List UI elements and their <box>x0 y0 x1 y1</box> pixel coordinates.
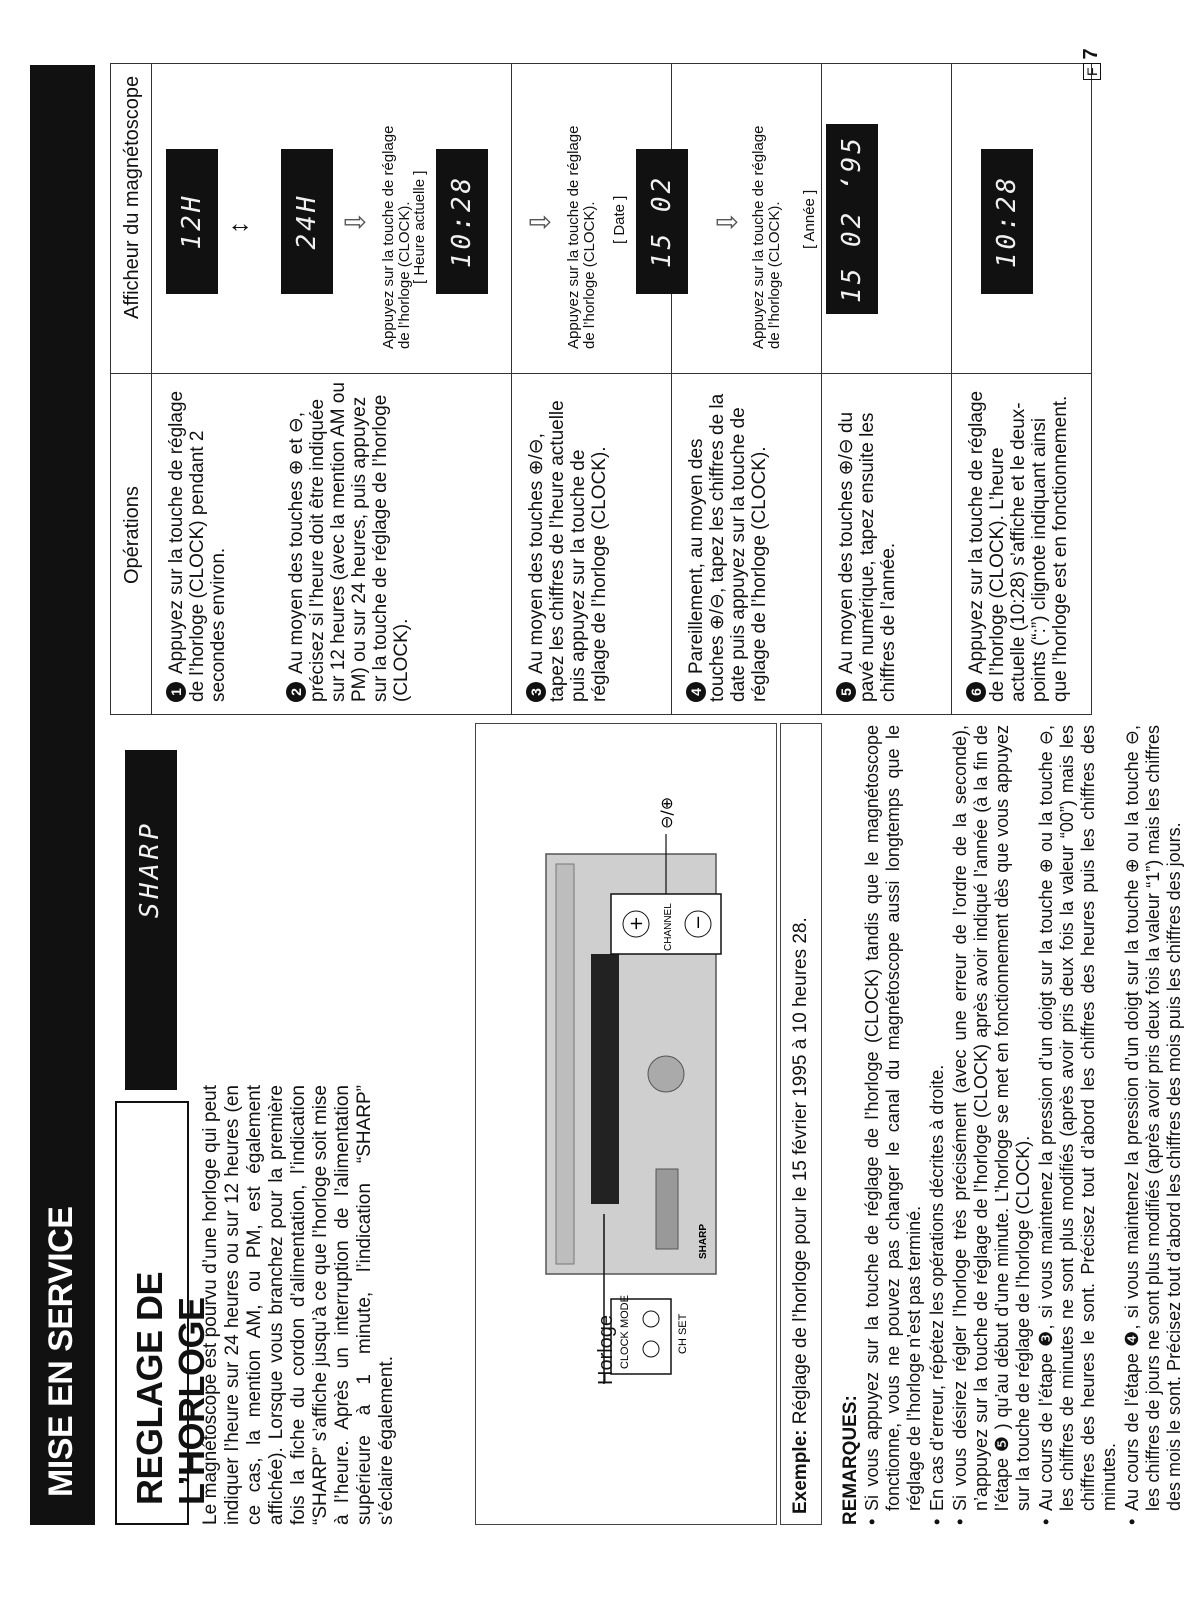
next-arrow-icon: ⇩ <box>525 210 556 234</box>
step-number: 2 <box>286 682 306 702</box>
vcr-front-panel <box>656 1169 678 1249</box>
remarks-list <box>862 725 1187 1525</box>
step-number: 4 <box>686 682 706 702</box>
step-2 <box>286 382 412 702</box>
page-footer <box>1080 48 1103 80</box>
ch-set-label: CH SET <box>677 1313 689 1354</box>
step-text: Au moyen des touches ⊕/⊖, tapez les chiffres de l’heure actuelle puis appuyez sur la touche de réglage de l’horloge (CLOCK). <box>526 400 610 702</box>
step-text: Au moyen des touches ⊕ et ⊖, précisez si l’heure doit être indiquée sur 12 heures (avec la mention AM ou PM) ou sur 24 heures, puis appuyez sur la touche de réglage de l’horloge (CLOCK). <box>286 381 412 702</box>
vcr-illustration <box>476 724 776 1524</box>
year-label: [ Année ] <box>801 189 818 249</box>
time-label: [ Heure actuelle ] <box>411 170 428 284</box>
step-text: Appuyez sur la touche de réglage de l’horloge (CLOCK) pendant 2 secondes environ. <box>166 390 229 702</box>
step-1 <box>166 382 229 702</box>
operations-table <box>110 63 1092 715</box>
step-3 <box>526 382 610 702</box>
display-12h <box>166 149 218 294</box>
remark-item: • Au cours de l’étape ❹, si vous maintenez la pression d’un doigt sur la touche ⊕ ou la touche ⊖, les chiffres de jours ne sont plus modifiés (après avoir pris deux fois la valeur “1”) mais les chiffres des mois le sont. Précisez tout d’abord les chiffres des mois puis les chiffres des jours. <box>1122 725 1185 1525</box>
remark-item: • Si vous appuyez sur la touche de réglage de l’horloge (CLOCK) tandis que le magnétoscope fonctionne, vous ne pouvez pas changer le canal du magnétoscope aussi longtemps que le réglage de l’horloge n’est pas terminé. <box>862 725 925 1525</box>
display-time <box>436 149 488 294</box>
example-text: Réglage de l’horloge pour le 15 février 1995 à 10 heures 28. <box>790 917 811 1425</box>
step-number: 3 <box>526 682 546 702</box>
vcr-brand: SHARP <box>698 1223 709 1259</box>
intro-paragraph: Le magnétoscope est pourvu d’une horloge qui peut indiquer l’heure sur 24 heures ou sur 12 heures (en ce cas, la mention AM, ou PM, est également affichée). Lorsque vous branchez pour la première fois la fiche du cordon d’alimentation, l’indication “SHARP” s’affiche jusqu’à ce que l’horloge soit mise à l’heure. Après un interruption de l’alimentation supérieure à 1 minute, l’indication “SHARP” s’éclaire également. <box>200 1085 397 1525</box>
clock-mode-label: CLOCK MODE <box>619 1295 631 1369</box>
column-header-display: Afficheur du magnétoscope <box>121 75 143 319</box>
example-line <box>790 917 812 1514</box>
column-header-operations: Opérations <box>121 486 143 584</box>
page-number: 7 <box>1080 48 1102 60</box>
date-label: [ Date ] <box>611 195 628 244</box>
display-final <box>981 149 1033 294</box>
vcr-top-edge <box>556 864 574 1264</box>
display-text: 15 02 <box>647 174 677 269</box>
remarks-title: REMARQUES: <box>840 1395 861 1525</box>
vcr-knob <box>648 1056 684 1092</box>
press-note: Appuyez sur la touche de réglage de l’horloge (CLOCK). <box>565 125 598 349</box>
step-text: Appuyez sur la touche de réglage de l’horloge (CLOCK). L’heure actuelle (10:28) s’affiche et le deux-points (“:”) clignote indiquant ainsi que l’horloge est en fonctionnement. <box>966 390 1071 702</box>
title-box <box>115 1101 212 1525</box>
section-banner <box>30 65 95 1525</box>
lang-tag: F <box>1083 63 1101 80</box>
press-note: Appuyez sur la touche de réglage de l’horloge (CLOCK). <box>750 125 783 349</box>
display-date <box>636 149 688 294</box>
example-label: Exemple: <box>790 1429 811 1514</box>
toggle-arrow-icon: ↕ <box>223 221 253 234</box>
ch-set-button-icon <box>643 1311 659 1327</box>
display-text: 24H <box>292 193 322 250</box>
sharp-display-text: SHARP <box>135 820 165 919</box>
step-5 <box>836 382 899 702</box>
display-text: 10:28 <box>447 174 477 269</box>
header-divider <box>151 64 152 714</box>
display-24h <box>281 149 333 294</box>
minus-glyph: − <box>688 914 709 930</box>
section-title: MISE EN SERVICE <box>42 1206 80 1497</box>
sharp-display <box>125 750 177 1090</box>
row-divider <box>821 64 822 714</box>
remark-item: • Si vous désirez régler l’horloge très précisément (avec une erreur de l’ordre de la seconde), n’appuyez sur la touche de réglage de l’horloge (CLOCK) après avoir indiqué l’année (à la fin de l’étape ❺ ) qu’au début d’une minute. L’horloge se met en fonctionnement dès que vous appuyez sur la touche de réglage de l’horloge (CLOCK). <box>950 725 1034 1525</box>
vcr-cassette-slot <box>591 954 619 1204</box>
display-text: 15 02 ‘95 <box>837 135 867 303</box>
plus-minus-label: ⊖/⊕ <box>657 796 676 829</box>
step-number: 6 <box>966 682 986 702</box>
display-text: 10:28 <box>992 174 1022 269</box>
next-arrow-icon: ⇩ <box>340 210 371 234</box>
channel-label: CHANNEL <box>663 903 674 951</box>
step-number: 5 <box>836 682 856 702</box>
page-title: REGLAGE DE L’HORLOGE <box>129 1271 212 1505</box>
column-divider <box>111 373 1091 374</box>
display-text: 12H <box>177 193 207 250</box>
row-divider <box>511 64 512 714</box>
clock-mode-button-icon <box>643 1341 659 1357</box>
remark-item: • En cas d’erreur, répétez les opérations décrites à droite. <box>927 725 948 1525</box>
step-text: Au moyen des touches ⊕/⊖ du pavé numérique, tapez ensuite les chiffres de l’année. <box>836 411 899 702</box>
display-year <box>826 124 878 314</box>
example-box <box>780 723 822 1525</box>
press-note: Appuyez sur la touche de réglage de l’horloge (CLOCK). <box>380 125 413 349</box>
step-text: Pareillement, au moyen des touches ⊕/⊖, tapez les chiffres de la date puis appuyez sur la touche de réglage de l’horloge (CLOCK). <box>686 393 770 702</box>
plus-glyph: + <box>626 915 647 931</box>
vcr-figure-box <box>475 723 777 1525</box>
step-4 <box>686 382 770 702</box>
row-divider <box>951 64 952 714</box>
step-6 <box>966 382 1071 702</box>
horloge-label: Horloge <box>595 1314 617 1385</box>
step-number: 1 <box>166 682 186 702</box>
next-arrow-icon: ⇩ <box>712 210 743 234</box>
remark-item: • Au cours de l’étape ❸, si vous maintenez la pression d’un doigt sur la touche ⊕ ou la touche ⊖, les chiffres de minutes ne sont plus modifiés (après avoir pris deux fois la valeur “00”) mais les chiffres des heures le sont. Précisez tout d’abord les chiffres des heures puis les chiffres des minutes. <box>1036 725 1120 1525</box>
